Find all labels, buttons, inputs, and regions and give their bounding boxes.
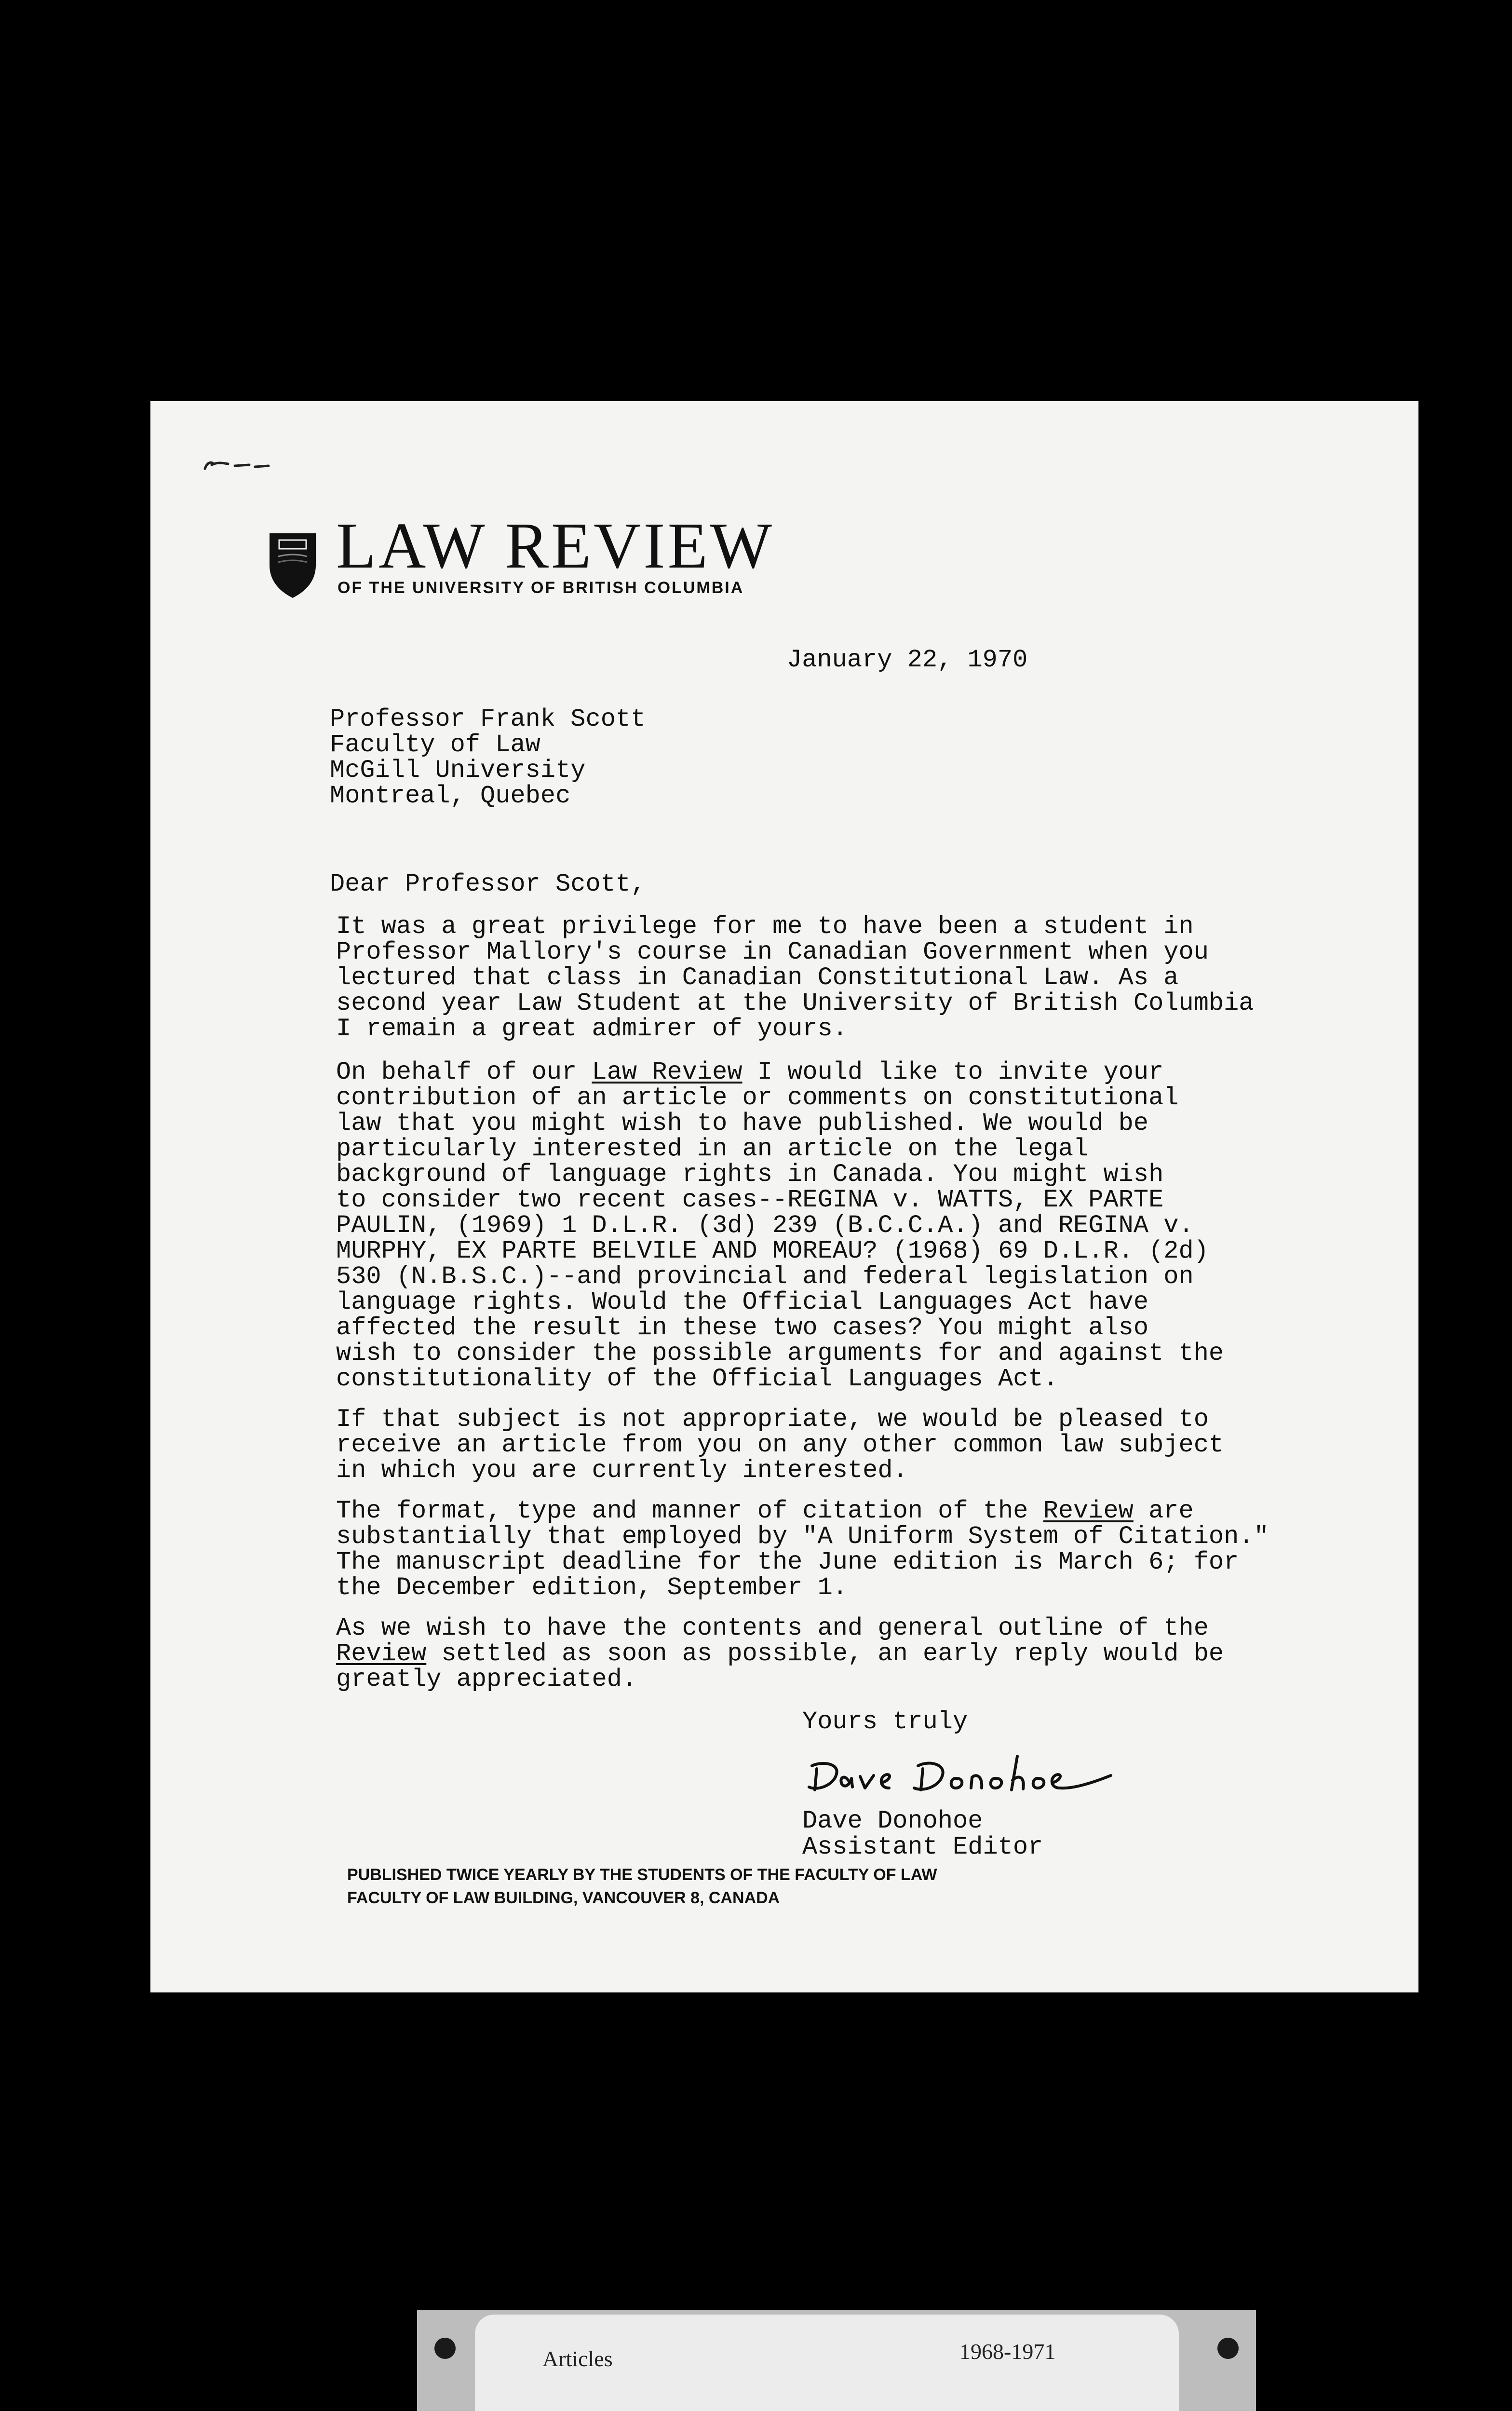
letter-page [150,401,1418,1992]
signatory-name: Dave Donohoe [802,1807,983,1835]
handwritten-signature [802,1747,1149,1809]
body-line: The manuscript deadline for the June edition is March 6; for [336,1548,1239,1576]
masthead-title: LAW REVIEW [336,510,775,582]
letterhead-footer [347,1863,937,1910]
letter-date: January 22, 1970 [787,646,1028,674]
punch-hole-icon [434,2338,456,2359]
salutation: Dear Professor Scott, [330,870,646,898]
closing: Yours truly [802,1707,968,1736]
review-underlined: Review [1043,1497,1134,1525]
body-line: background of language rights in Canada. You might wish [336,1160,1164,1189]
body-line: PAULIN, (1969) 1 D.L.R. (3d) 239 (B.C.C.A.) and REGINA v. [336,1211,1194,1240]
body-line: If that subject is not appropriate, we would be pleased to [336,1405,1209,1434]
body-line: The format, type and manner of citation of the Review are [336,1497,1194,1525]
paragraph-1 [336,914,1254,1042]
body-line: particularly interested in an article on the legal [336,1135,1089,1163]
body-line: constitutionality of the Official Languages Act. [336,1365,1058,1393]
body-line: wish to consider the possible arguments for and against the [336,1339,1224,1368]
masthead-subtitle: OF THE UNIVERSITY OF BRITISH COLUMBIA [338,579,744,597]
body-line: lectured that class in Canadian Constitutional Law. As a [336,963,1179,992]
address-line: McGill University [330,756,586,785]
law-review-underlined: Law Review [592,1058,742,1086]
body-line: affected the result in these two cases? You might also [336,1314,1149,1342]
punch-hole-icon [1217,2338,1239,2359]
body-line: 530 (N.B.S.C.)--and provincial and federal legislation on [336,1262,1194,1291]
ink-speck [201,458,273,473]
paragraph-5 [336,1615,1224,1692]
body-line: On behalf of our Law Review I would like to invite your [336,1058,1164,1086]
archive-index-card [417,2310,1256,2411]
address-line: Faculty of Law [330,731,540,759]
card-label: Articles [542,2346,613,2371]
body-line: It was a great privilege for me to have been a student in [336,912,1194,941]
footer-line: FACULTY OF LAW BUILDING, VANCOUVER 8, CANADA [347,1889,780,1907]
paragraph-4 [336,1498,1269,1600]
footer-line: PUBLISHED TWICE YEARLY BY THE STUDENTS OF THE FACULTY OF LAW [347,1866,937,1884]
body-line: I remain a great admirer of yours. [336,1015,848,1043]
address-line: Montreal, Quebec [330,782,571,810]
body-line: language rights. Would the Official Languages Act have [336,1288,1149,1316]
body-line: substantially that employed by "A Uniform System of Citation." [336,1522,1269,1551]
signatory-title: Assistant Editor [802,1833,1043,1861]
address-line: Professor Frank Scott [330,705,646,733]
body-line: second year Law Student at the University of British Columbia [336,989,1254,1017]
ubc-crest-logo [269,531,317,599]
body-line: Review settled as soon as possible, an early reply would be [336,1639,1224,1668]
recipient-address [330,706,646,809]
body-line: receive an article from you on any other common law subject [336,1431,1224,1459]
body-line: As we wish to have the contents and general outline of the [336,1614,1209,1642]
body-line: Professor Mallory's course in Canadian Government when you [336,938,1209,966]
paragraph-3 [336,1407,1224,1483]
body-line: MURPHY, EX PARTE BELVILE AND MOREAU? (1968) 69 D.L.R. (2d) [336,1237,1209,1265]
body-line: law that you might wish to have published. We would be [336,1109,1149,1138]
card-years: 1968-1971 [959,2339,1056,2364]
body-line: to consider two recent cases--REGINA v. WATTS, EX PARTE [336,1186,1164,1214]
body-line: contribution of an article or comments on constitutional [336,1084,1179,1112]
card-face [475,2315,1179,2411]
body-line: the December edition, September 1. [336,1573,848,1602]
review-underlined: Review [336,1639,427,1668]
body-line: greatly appreciated. [336,1665,637,1693]
body-line: in which you are currently interested. [336,1456,908,1485]
paragraph-2 [336,1059,1224,1392]
